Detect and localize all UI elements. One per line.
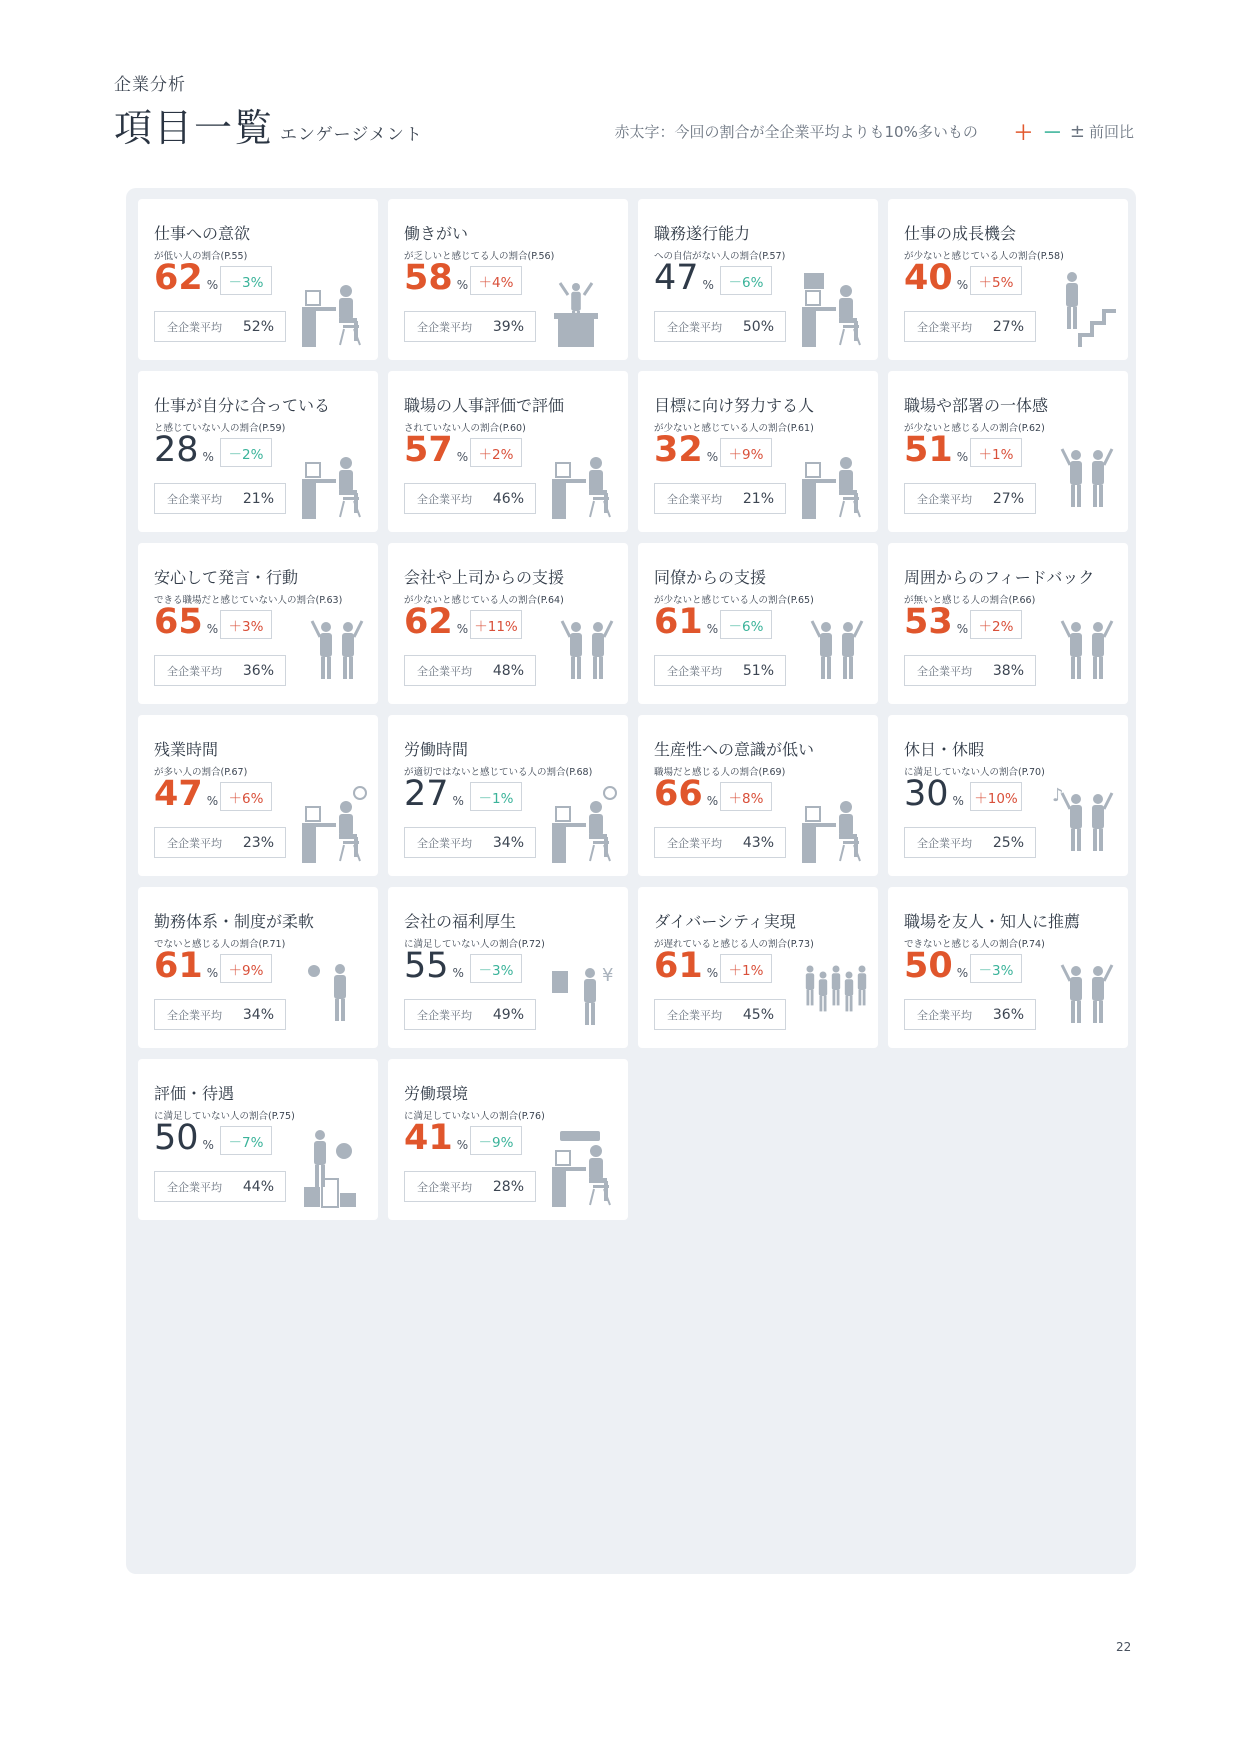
card-subtitle: できないと感じる人の割合(P.74): [904, 939, 1045, 950]
average-box: [904, 311, 1036, 342]
previous-diff-badge: －3%: [470, 954, 522, 983]
percent-sign: %: [706, 450, 719, 464]
previous-diff-badge: －6%: [720, 266, 772, 295]
average-label: 全企業平均: [417, 1008, 472, 1022]
card-value: [904, 946, 969, 986]
walking-person-icon: [300, 957, 370, 1037]
average-box: [154, 483, 286, 514]
card-title: 働きがい: [404, 224, 469, 243]
card-subtitle: されていない人の割合(P.60): [404, 423, 526, 434]
relaxing-worker-icon: [800, 785, 870, 865]
svg-text:♪: ♪: [1052, 785, 1064, 806]
previous-diff-badge: ＋6%: [220, 782, 272, 811]
metric-card: [138, 887, 378, 1048]
card-subtitle: と感じていない人の割合(P.59): [154, 423, 286, 434]
overtime-icon: [300, 785, 370, 865]
previous-diff-badge: ＋2%: [970, 610, 1022, 639]
page-header: [114, 70, 1134, 150]
previous-diff-badge: ＋10%: [970, 782, 1022, 811]
average-value: 49%: [492, 1006, 524, 1023]
previous-diff-badge: －2%: [220, 438, 272, 467]
average-box: [404, 1171, 536, 1202]
metric-card: [388, 715, 628, 876]
card-subtitle: が少ないと感じる人の割合(P.62): [904, 423, 1045, 434]
cards-panel: [126, 188, 1136, 1574]
average-label: 全企業平均: [167, 1180, 222, 1194]
percent-sign: %: [956, 966, 969, 980]
value-number: 41: [404, 1118, 453, 1158]
card-value: [404, 258, 469, 298]
legend-plus-icon: ＋: [1013, 122, 1033, 144]
couple-music-icon: [1050, 785, 1120, 865]
metric-card: [388, 543, 628, 704]
average-value: 51%: [742, 662, 774, 679]
metric-card: [888, 371, 1128, 532]
average-label: 全企業平均: [667, 836, 722, 850]
metric-card: [138, 715, 378, 876]
metric-card: [638, 543, 878, 704]
metric-card: [138, 1059, 378, 1220]
section-eyebrow: 企業分析: [114, 75, 186, 95]
average-value: 45%: [742, 1006, 774, 1023]
value-number: 40: [904, 258, 953, 298]
average-label: 全企業平均: [917, 836, 972, 850]
average-box: [154, 1171, 286, 1202]
legend-plus-minus-icon: ±: [1069, 121, 1085, 142]
card-value: [654, 774, 719, 814]
average-label: 全企業平均: [167, 836, 222, 850]
average-label: 全企業平均: [417, 836, 472, 850]
previous-diff-badge: ＋2%: [470, 438, 522, 467]
card-value: [904, 258, 969, 298]
average-box: [154, 311, 286, 342]
average-label: 全企業平均: [917, 664, 972, 678]
metric-card: [138, 199, 378, 360]
metric-card: [388, 199, 628, 360]
metric-card: [638, 371, 878, 532]
card-subtitle: 職場だと感じる人の割合(P.69): [654, 767, 786, 778]
value-number: 61: [654, 946, 703, 986]
value-number: 58: [404, 258, 453, 298]
average-box: [654, 999, 786, 1030]
card-value: [154, 602, 219, 642]
value-number: 57: [404, 430, 453, 470]
percent-sign: %: [452, 966, 464, 980]
card-title: 生産性への意識が低い: [654, 740, 815, 759]
card-value: [154, 430, 214, 470]
average-value: 52%: [242, 318, 274, 335]
value-number: 62: [154, 258, 203, 298]
percent-sign: %: [206, 966, 219, 980]
metric-card: [388, 1059, 628, 1220]
average-value: 23%: [242, 834, 274, 851]
cheering-people-icon: [1050, 441, 1120, 521]
average-box: [404, 655, 536, 686]
percent-sign: %: [456, 1138, 469, 1152]
average-label: 全企業平均: [917, 320, 972, 334]
average-box: [654, 655, 786, 686]
previous-diff-badge: －3%: [970, 954, 1022, 983]
value-number: 61: [654, 602, 703, 642]
card-title: 仕事の成長機会: [904, 224, 1017, 243]
legend: [615, 118, 1134, 145]
card-value: [904, 430, 969, 470]
average-label: 全企業平均: [667, 320, 722, 334]
card-subtitle: が乏しいと感じてる人の割合(P.56): [404, 251, 555, 262]
previous-diff-badge: ＋3%: [220, 610, 272, 639]
tired-worker-icon: [800, 441, 870, 521]
colleagues-icon: [800, 613, 870, 693]
thinking-worker-icon: [300, 441, 370, 521]
card-value: [654, 946, 719, 986]
worker-at-desk-icon: [300, 269, 370, 349]
value-number: 47: [654, 258, 699, 298]
percent-sign: %: [952, 794, 964, 808]
average-value: 44%: [242, 1178, 274, 1195]
percent-sign: %: [706, 966, 719, 980]
card-title: 周囲からのフィードバック: [904, 568, 1095, 587]
card-title: 同僚からの支援: [654, 568, 767, 587]
percent-sign: %: [202, 450, 214, 464]
card-value: [654, 602, 719, 642]
average-box: [154, 827, 286, 858]
metric-card: [388, 887, 628, 1048]
percent-sign: %: [206, 278, 219, 292]
legend-minus-icon: －: [1042, 122, 1062, 144]
average-label: 全企業平均: [167, 1008, 222, 1022]
card-value: [404, 1118, 469, 1158]
average-label: 全企業平均: [917, 492, 972, 506]
money-bag-podium-icon: [300, 1129, 370, 1209]
card-title: 労働時間: [404, 740, 469, 759]
average-box: [154, 999, 286, 1030]
card-subtitle: が遅れていると感じる人の割合(P.73): [654, 939, 814, 950]
card-title: 労働環境: [404, 1084, 469, 1103]
percent-sign: %: [706, 794, 719, 808]
average-box: [904, 655, 1036, 686]
percent-sign: %: [956, 622, 969, 636]
card-value: [154, 258, 219, 298]
value-number: 61: [154, 946, 203, 986]
average-label: 全企業平均: [917, 1008, 972, 1022]
percent-sign: %: [706, 622, 719, 636]
card-value: [904, 774, 964, 814]
percent-sign: %: [202, 1138, 214, 1152]
value-number: 50: [154, 1118, 199, 1158]
value-number: 27: [404, 774, 449, 814]
previous-diff-badge: ＋9%: [720, 438, 772, 467]
page-subtitle: エンゲージメント: [280, 125, 423, 145]
previous-diff-badge: －9%: [470, 1126, 522, 1155]
previous-diff-badge: ＋4%: [470, 266, 522, 295]
card-subtitle: に満足していない人の割合(P.72): [404, 939, 545, 950]
card-value: [404, 430, 469, 470]
value-number: 53: [904, 602, 953, 642]
average-box: [904, 999, 1036, 1030]
metric-card: [138, 543, 378, 704]
previous-diff-badge: ＋9%: [220, 954, 272, 983]
recommend-people-icon: [1050, 957, 1120, 1037]
air-conditioner-worker-icon: [550, 1129, 620, 1209]
card-value: [404, 602, 469, 642]
average-box: [654, 827, 786, 858]
card-subtitle: が無いと感じる人の割合(P.66): [904, 595, 1036, 606]
average-value: 28%: [492, 1178, 524, 1195]
card-subtitle: への自信がない人の割合(P.57): [654, 251, 786, 262]
card-subtitle: が低い人の割合(P.55): [154, 251, 248, 262]
legend-note: 赤太字：今回の割合が全企業平均よりも10%多いもの: [614, 123, 978, 141]
card-title: 目標に向け努力する人: [654, 396, 815, 415]
title-row: [114, 106, 1134, 150]
crowd-icon: [800, 957, 870, 1037]
metric-card: [638, 199, 878, 360]
card-title: 職場や部署の一体感: [904, 396, 1049, 415]
feedback-people-icon: [1050, 613, 1120, 693]
card-value: [154, 1118, 214, 1158]
support-people-icon: [550, 613, 620, 693]
previous-diff-badge: ＋11%: [470, 610, 522, 639]
document-worker-icon: [550, 441, 620, 521]
previous-diff-badge: －3%: [220, 266, 272, 295]
card-subtitle: に満足していない人の割合(P.75): [154, 1111, 295, 1122]
previous-diff-badge: ＋1%: [720, 954, 772, 983]
percent-sign: %: [452, 794, 464, 808]
average-label: 全企業平均: [417, 664, 472, 678]
card-title: 職場の人事評価で評価: [404, 396, 565, 415]
value-number: 47: [154, 774, 203, 814]
value-number: 28: [154, 430, 199, 470]
percent-sign: %: [956, 450, 969, 464]
frustrated-worker-icon: [550, 269, 620, 349]
metric-card: [888, 715, 1128, 876]
average-box: [154, 655, 286, 686]
average-box: [404, 827, 536, 858]
average-value: 39%: [492, 318, 524, 335]
card-value: [654, 430, 719, 470]
card-title: 残業時間: [154, 740, 219, 759]
card-title: 勤務体系・制度が柔軟: [154, 912, 315, 931]
average-box: [404, 483, 536, 514]
average-label: 全企業平均: [167, 492, 222, 506]
value-number: 51: [904, 430, 953, 470]
metric-card: [638, 887, 878, 1048]
yen-building-icon: [550, 957, 620, 1037]
card-value: [654, 258, 714, 298]
average-value: 27%: [992, 490, 1024, 507]
percent-sign: %: [206, 622, 219, 636]
card-subtitle: が少ないと感じている人の割合(P.65): [654, 595, 814, 606]
metric-card: [888, 199, 1128, 360]
card-title: 会社や上司からの支援: [404, 568, 565, 587]
value-number: 55: [404, 946, 449, 986]
average-value: 34%: [242, 1006, 274, 1023]
card-title: 安心して発言・行動: [154, 568, 299, 587]
average-box: [404, 311, 536, 342]
value-number: 30: [904, 774, 949, 814]
average-value: 50%: [742, 318, 774, 335]
clock-worker-icon: [550, 785, 620, 865]
card-title: 会社の福利厚生: [404, 912, 517, 931]
average-value: 25%: [992, 834, 1024, 851]
average-label: 全企業平均: [167, 320, 222, 334]
average-box: [654, 483, 786, 514]
svg-text:¥: ¥: [602, 965, 614, 986]
average-box: [904, 483, 1036, 514]
average-value: 36%: [992, 1006, 1024, 1023]
card-title: 休日・休暇: [904, 740, 985, 759]
card-title: 職務遂行能力: [654, 224, 751, 243]
card-value: [904, 602, 969, 642]
page-title: 項目一覧: [114, 106, 275, 150]
value-number: 66: [654, 774, 703, 814]
card-value: [154, 774, 219, 814]
metric-card: [138, 371, 378, 532]
high-five-icon: [300, 613, 370, 693]
average-label: 全企業平均: [417, 1180, 472, 1194]
average-label: 全企業平均: [667, 1008, 722, 1022]
card-title: ダイバーシティ実現: [654, 912, 796, 931]
previous-diff-badge: ＋5%: [970, 266, 1022, 295]
previous-diff-badge: ＋1%: [970, 438, 1022, 467]
card-subtitle: に満足していない人の割合(P.70): [904, 767, 1045, 778]
value-number: 32: [654, 430, 703, 470]
percent-sign: %: [702, 278, 714, 292]
average-value: 38%: [992, 662, 1024, 679]
previous-diff-badge: －6%: [720, 610, 772, 639]
average-label: 全企業平均: [667, 664, 722, 678]
average-box: [904, 827, 1036, 858]
card-subtitle: でないと感じる人の割合(P.71): [154, 939, 286, 950]
card-value: [404, 946, 464, 986]
page-number: 22: [1116, 1640, 1132, 1654]
previous-diff-badge: －7%: [220, 1126, 272, 1155]
value-number: 62: [404, 602, 453, 642]
card-subtitle: が少ないと感じている人の割合(P.61): [654, 423, 814, 434]
average-value: 27%: [992, 318, 1024, 335]
metric-card: [888, 543, 1128, 704]
metric-card: [888, 887, 1128, 1048]
percent-sign: %: [456, 278, 469, 292]
card-title: 仕事への意欲: [154, 224, 251, 243]
average-box: [654, 311, 786, 342]
metric-card: [638, 715, 878, 876]
card-subtitle: が少ないと感じている人の割合(P.64): [404, 595, 564, 606]
card-value: [404, 774, 464, 814]
percent-sign: %: [956, 278, 969, 292]
average-value: 21%: [242, 490, 274, 507]
card-title: 仕事が自分に合っている: [154, 396, 331, 415]
average-value: 36%: [242, 662, 274, 679]
average-label: 全企業平均: [417, 492, 472, 506]
card-title: 評価・待遇: [154, 1084, 235, 1103]
card-title: 職場を友人・知人に推薦: [904, 912, 1081, 931]
value-number: 50: [904, 946, 953, 986]
card-value: [154, 946, 219, 986]
average-value: 21%: [742, 490, 774, 507]
legend-label: 前回比: [1088, 123, 1134, 141]
percent-sign: %: [206, 794, 219, 808]
average-value: 48%: [492, 662, 524, 679]
metric-card: [388, 371, 628, 532]
average-value: 34%: [492, 834, 524, 851]
average-label: 全企業平均: [667, 492, 722, 506]
card-subtitle: できる職場だと感じていない人の割合(P.63): [154, 595, 343, 606]
climbing-stairs-icon: [1050, 269, 1120, 349]
card-subtitle: が少ないと感じている人の割合(P.58): [904, 251, 1064, 262]
percent-sign: %: [456, 450, 469, 464]
worker-with-chart-icon: [800, 269, 870, 349]
card-subtitle: が多い人の割合(P.67): [154, 767, 248, 778]
average-label: 全企業平均: [417, 320, 472, 334]
average-label: 全企業平均: [167, 664, 222, 678]
percent-sign: %: [456, 622, 469, 636]
card-subtitle: に満足していない人の割合(P.76): [404, 1111, 545, 1122]
average-value: 43%: [742, 834, 774, 851]
average-box: [404, 999, 536, 1030]
card-subtitle: が適切ではないと感じている人の割合(P.68): [404, 767, 593, 778]
value-number: 65: [154, 602, 203, 642]
average-value: 46%: [492, 490, 524, 507]
previous-diff-badge: ＋8%: [720, 782, 772, 811]
previous-diff-badge: －1%: [470, 782, 522, 811]
